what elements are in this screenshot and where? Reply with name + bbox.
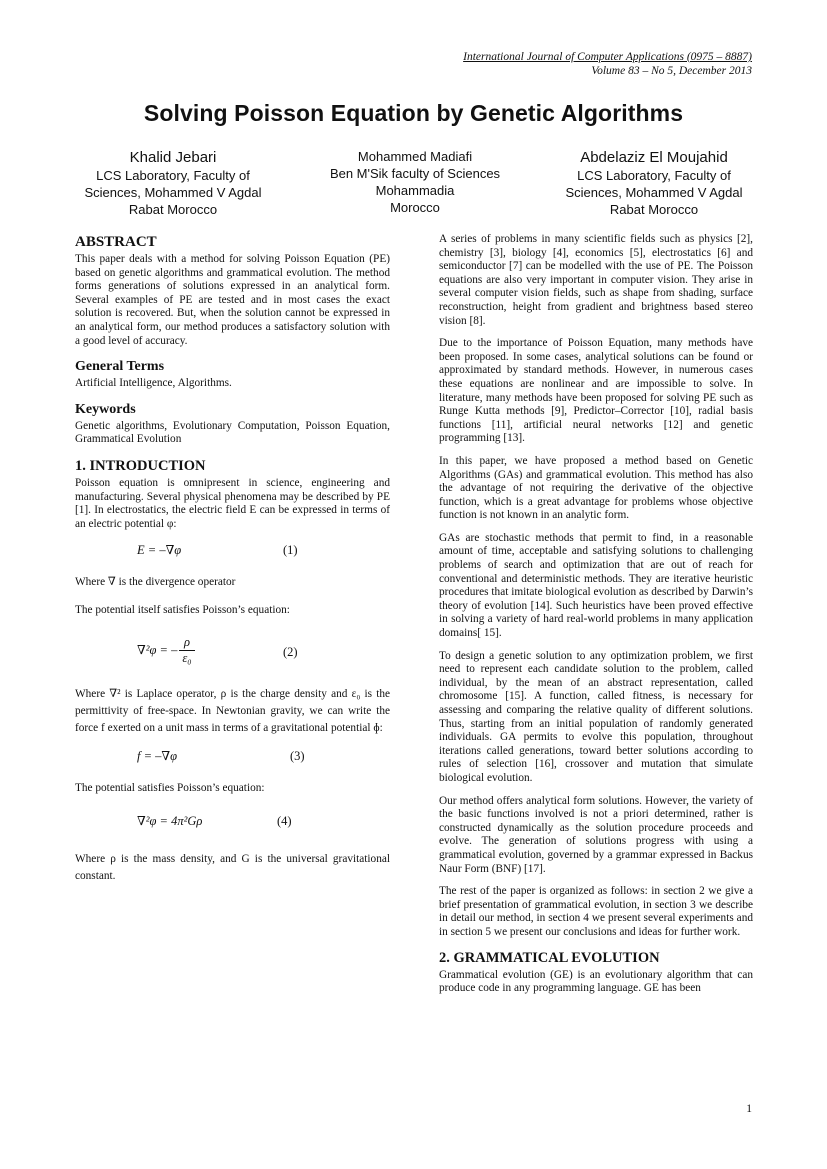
fraction-denominator: ε₀ — [179, 650, 194, 666]
keywords-heading: Keywords — [75, 401, 136, 417]
right-column — [439, 233, 753, 1005]
fraction — [179, 636, 194, 666]
grammatical-evolution-heading: 2. GRAMMATICAL EVOLUTION — [439, 949, 660, 966]
author-block-2 — [310, 148, 520, 216]
author-affiliation-line: Mohammadia — [375, 183, 455, 198]
where-divergence: Where ∇ is the divergence operator — [75, 576, 236, 589]
author-name: Abdelaziz El Moujahid — [580, 149, 728, 166]
journal-volume: Volume 83 – No 5, December 2013 — [591, 65, 752, 77]
where-laplace: Where ∇² is Laplace operator, ρ is the charge density and ε₀ is the permittivity of free-space. In Newtonian gravity, we can write the force f exerted on a unit mass in terms of a gravitational potential ɸ: — [75, 687, 390, 734]
author-affiliation-line: Sciences, Mohammed V Agdal — [84, 185, 262, 200]
abstract-text: This paper deals with a method for solving Poisson Equation (PE) based on genetic algorithms and grammatical evolution. The method forms generations of solutions expressed in an analytical form. Several examples of PE are tested and in most cases the exact solution is recovered. But, when the solution cannot be expressed in an analytical form, our method produces a satisfactory solution with a good level of accuracy. — [75, 253, 390, 347]
journal-name: International Journal of Computer Applications (0975 – 8887) — [463, 51, 752, 63]
equation-4 — [75, 811, 390, 837]
keywords-text: Genetic algorithms, Evolutionary Computation, Poisson Equation, Grammatical Evolution — [75, 419, 390, 446]
equation-expression: E = –∇φ — [137, 543, 182, 558]
equation-number: (1) — [283, 543, 298, 558]
abstract-heading: ABSTRACT — [75, 234, 157, 250]
author-affiliation-line: Rabat Morocco — [128, 202, 218, 217]
author-affiliation-line: Morocco — [390, 200, 440, 215]
author-name: Khalid Jebari — [129, 149, 217, 166]
author-affiliation-line: LCS Laboratory, Faculty of — [577, 168, 731, 183]
equation-expression: f = –∇φ — [137, 748, 178, 763]
right-paragraph-3: In this paper, we have proposed a method based on Genetic Algorithms (GAs) and grammatical evolution. This method has also the advantage of not requiring the derivative of the objective function, which is a great advantage for problems whose objective function is not known in an analytic form. — [439, 454, 753, 522]
intro-paragraph: Poisson equation is omnipresent in science, engineering and manufacturing. Several physical phenomena may be described by PE [1]. In electrostatics, the electric field E can be expressed in terms of an electric potential φ: — [75, 476, 390, 530]
equation-expression: ∇²φ = 4π²Gρ — [137, 814, 203, 829]
left-column — [75, 233, 390, 894]
author-affiliation-line: Rabat Morocco — [609, 202, 699, 217]
author-block-1 — [68, 148, 278, 218]
ge-paragraph: Grammatical evolution (GE) is an evolutionary algorithm that can produce code in any programming language. GE has been — [439, 968, 753, 995]
general-terms-text: Artificial Intelligence, Algorithms. — [75, 377, 232, 390]
paper-title: Solving Poisson Equation by Genetic Algorithms — [143, 100, 684, 126]
equation-number: (3) — [290, 748, 305, 763]
general-terms-heading: General Terms — [75, 359, 165, 375]
journal-header — [463, 50, 752, 78]
equation-1 — [75, 540, 390, 566]
author-block-3 — [548, 148, 760, 218]
right-paragraph-2: Due to the importance of Poisson Equation, many methods have been proposed. In some cases, analytical solutions can be found or approximated by standard methods. However, in numerous cases these equations are nonlinear and are impossible to solve. In literature, many methods have been proposed for solving PE such as Runge Kutta methods [9], Predictor–Corrector [10], radial basis functions [11], artificial neural networks [12] and genetic programming [13]. — [439, 337, 753, 445]
author-affiliation-line: LCS Laboratory, Faculty of — [96, 168, 250, 183]
equation-number: (2) — [283, 644, 298, 659]
potential-text: The potential itself satisfies Poisson’s equation: — [75, 603, 290, 616]
right-paragraph-1: A series of problems in many scientific fields such as physics [2], chemistry [3], biology [4], economics [5], electrostatics [6] and semiconductor [7] can be modelled with the use of PE. The Poisson equations are also very important in computer vision. They arise in several computer vision fields, such as shape from shading, surface reconstruction, height from gradient and brightness based stereo vision [8]. — [439, 233, 753, 327]
introduction-heading: 1. INTRODUCTION — [75, 457, 206, 474]
right-paragraph-6: Our method offers analytical form solutions. However, the variety of the basic functions involved is not a priori determined, rather is constructed dynamically as the solution procedure proceeds and evolve. The generation of solutions progress with using a grammatical evolution, governed by a grammar expressed in Backus Naur Form (BNF) [17]. — [439, 794, 753, 875]
where-mass-density: Where ρ is the mass density, and G is the universal gravitational constant. — [75, 853, 390, 883]
right-paragraph-4: GAs are stochastic methods that permit to find, in a reasonable amount of time, acceptable and satisfying solutions to challenging problems of search and optimization that are out of reach for conventional and deterministic methods. They are iterative heuristic procedures that imitate biological evolution as described by Darwin’s theory of evolution [14]. Such heuristics have been proved effective in solving a variety of hard real-world problems in many application domains[ 15]. — [439, 531, 753, 640]
page-number: 1 — [746, 1103, 752, 1115]
author-affiliation-line: Sciences, Mohammed V Agdal — [565, 185, 743, 200]
right-paragraph-5: To design a genetic solution to any optimization problem, we first need to represent each candidate solution to the problem, called individual, by the mean of an abstract representation, called chromosome [15]. A function, called fitness, is necessary for assessing and comparing the relative quality of different solutions. Thus, starting from an initial population of randomly generated individuals. GA permits to evolve this population, throughout iterations called generations, toward better solutions according to rules of selection [16], crossover and mutation that simulate biological evolution. — [439, 649, 753, 784]
equation-number: (4) — [277, 814, 292, 829]
equation-lhs: ∇²φ = – — [137, 642, 178, 657]
right-paragraph-7: The rest of the paper is organized as follows: in section 2 we give a brief presentation of grammatical evolution, in section 3 we describe in detail our method, in section 4 we present several experiments and in section 5 we present our conclusions and ideas for further work. — [439, 885, 753, 938]
author-affiliation-line: Ben M'Sik faculty of Sciences — [329, 166, 501, 181]
potential-text-2: The potential satisfies Poisson’s equation: — [75, 781, 265, 794]
author-name: Mohammed Madiafi — [357, 149, 473, 164]
equation-expression — [137, 636, 195, 666]
fraction-numerator: ρ — [183, 634, 190, 649]
equation-2 — [75, 630, 390, 674]
equation-3 — [75, 746, 390, 772]
